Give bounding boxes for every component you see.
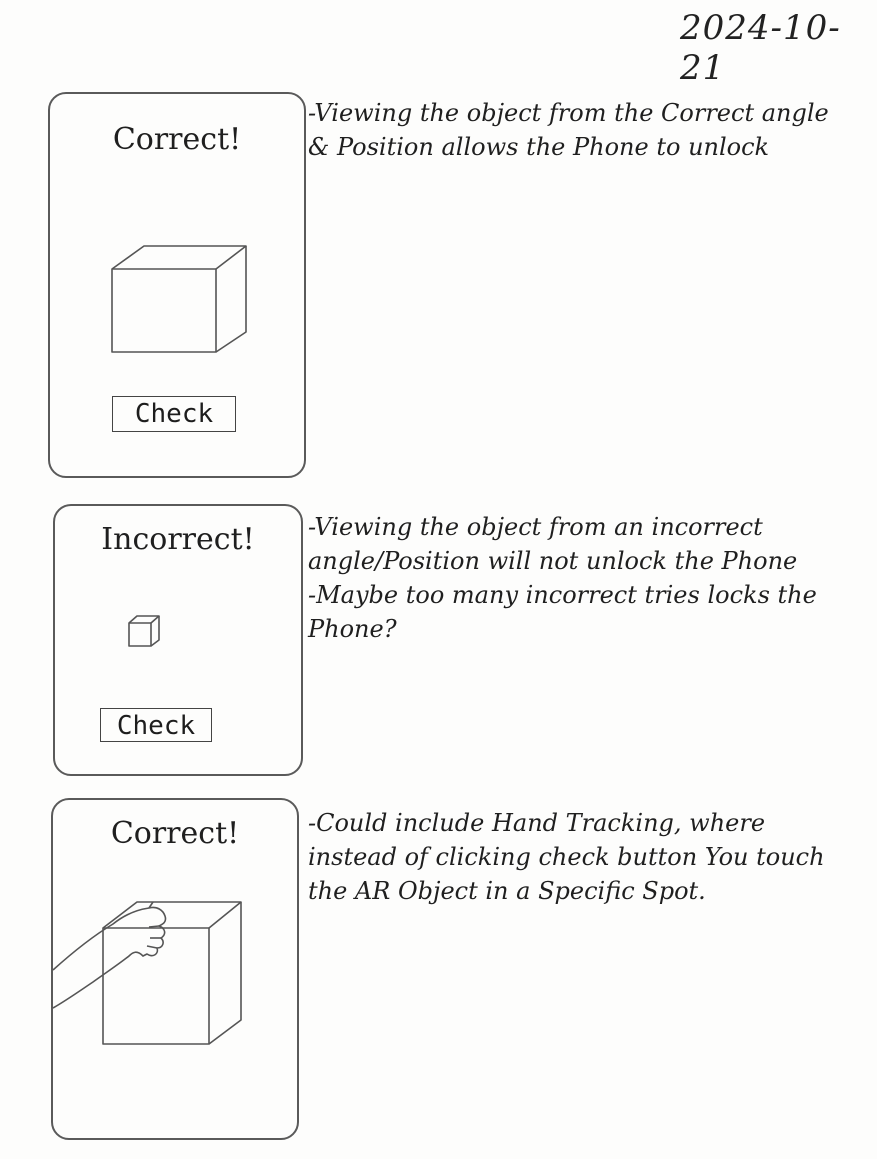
ar-cube-object-small xyxy=(127,614,161,648)
annotation-notes xyxy=(308,510,838,646)
status-title: Incorrect! xyxy=(101,522,255,557)
phone-mockup-incorrect xyxy=(53,504,303,776)
annotation-note: -Maybe too many incorrect tries locks the Phone? xyxy=(308,581,817,643)
annotation-notes xyxy=(308,96,838,164)
status-title: Correct! xyxy=(110,816,240,851)
phone-mockup-hand-tracking xyxy=(51,798,299,1140)
check-button[interactable]: Check xyxy=(100,708,212,742)
status-title: Correct! xyxy=(112,122,242,157)
annotation-note: -Viewing the object from the Correct angle & Position allows the Phone to unlock xyxy=(308,99,829,161)
annotation-note: -Could include Hand Tracking, where instead of clicking check button You touch the AR Object in a Specific Spot. xyxy=(308,809,825,905)
sketch-date: 2024-10-21 xyxy=(680,8,841,88)
phone-mockup-correct xyxy=(48,92,306,478)
annotation-note: -Viewing the object from an incorrect angle/Position will not unlock the Phone xyxy=(308,513,798,575)
ar-cube-object xyxy=(108,244,248,359)
hand-icon xyxy=(53,900,173,1010)
annotation-notes xyxy=(308,806,838,908)
check-button[interactable]: Check xyxy=(112,396,236,432)
